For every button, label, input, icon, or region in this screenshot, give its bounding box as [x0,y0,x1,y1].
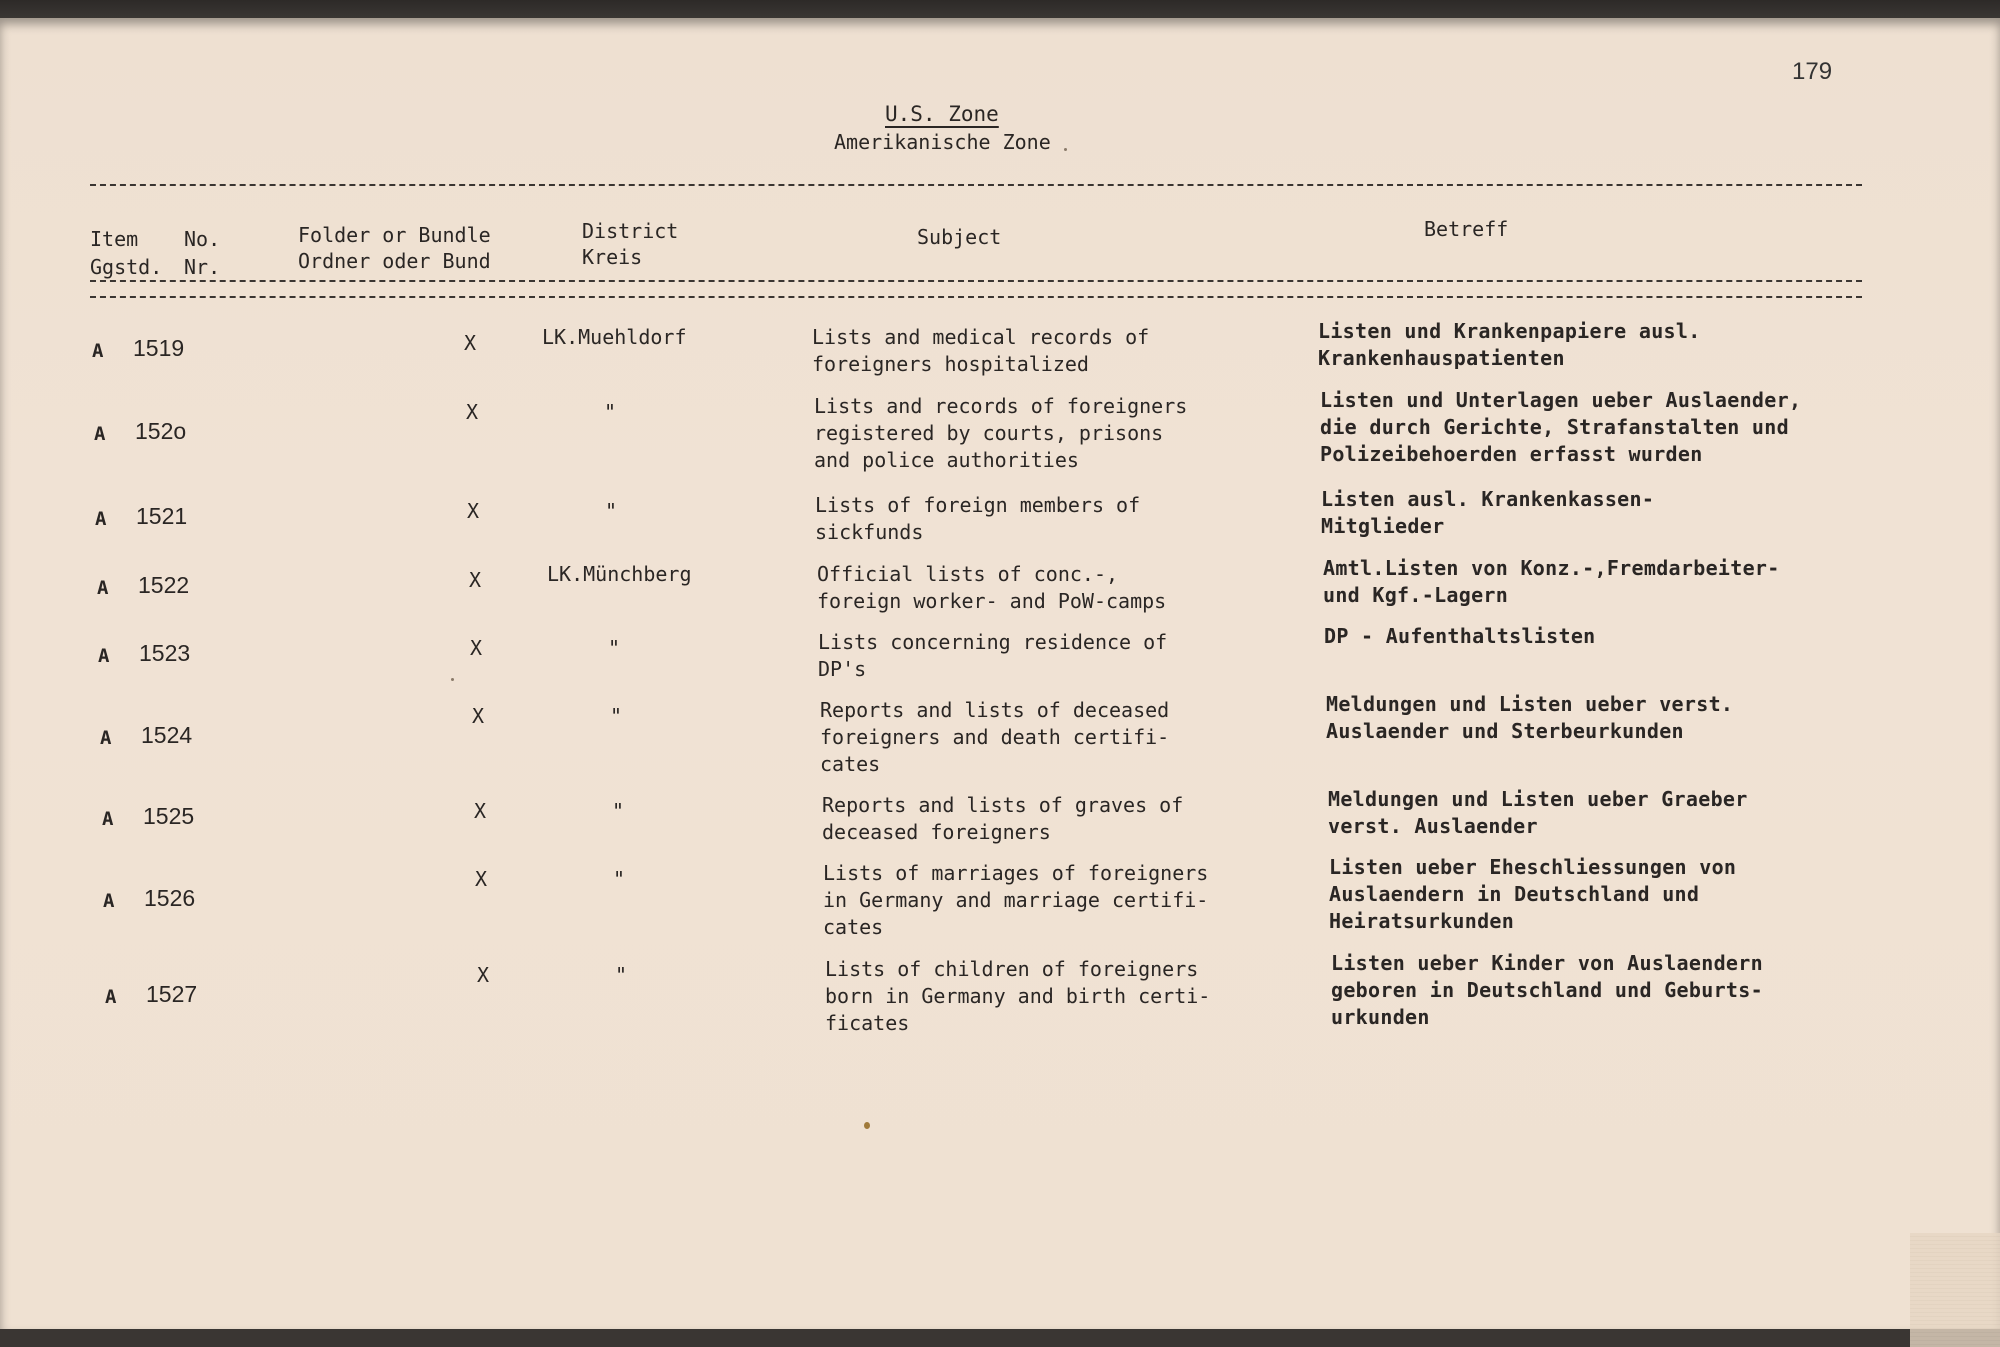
item-number: 1522 [138,572,190,598]
folder-mark: X [469,568,482,592]
betreff-line: verst. Auslaender [1328,814,1538,838]
betreff-line: Mitglieder [1321,514,1445,538]
betreff-line: Polizeibehoerden erfasst wurden [1320,442,1703,466]
betreff-line: DP - Aufenthaltslisten [1324,624,1596,648]
subject-line: and police authorities [814,448,1079,472]
header-folder-de: Ordner oder Bund [298,249,491,273]
subject-line: foreigners hospitalized [812,352,1089,376]
document-page [0,18,2000,1329]
subject-line: Lists of foreign members of [815,493,1141,517]
subject-line: born in Germany and birth certi- [825,984,1211,1008]
header-item-en: Item [90,227,139,251]
item-number: 1523 [139,640,191,666]
subject-line: Reports and lists of deceased [820,698,1170,722]
item-number: 1525 [143,803,195,829]
item-code: A [97,577,109,599]
subject-line: Lists and records of foreigners [814,394,1188,418]
subject-line: Official lists of conc.-, [817,562,1119,586]
item-code: A [103,890,115,912]
header-mid-rule [90,280,1862,282]
betreff-line: Meldungen und Listen ueber Graeber [1328,787,1748,811]
subject-line: DP's [818,657,867,681]
folder-mark: X [477,963,490,987]
header-no-en: No. [184,227,221,251]
header-district-de: Kreis [582,245,643,269]
item-code: A [92,340,104,362]
subject-line: Lists and medical records of [812,325,1150,349]
subject-line: foreign worker- and PoW-camps [817,589,1167,613]
item-code: A [102,808,114,830]
subject-line: Lists of children of foreigners [825,957,1199,981]
item-code: A [98,645,110,667]
folder-mark: X [470,636,483,660]
header-top-rule [90,184,1862,186]
betreff-line: Amtl.Listen von Konz.-,Fremdarbeiter- [1323,556,1780,580]
subject-line: in Germany and marriage certifi- [823,888,1209,912]
item-number: 1521 [136,503,188,529]
betreff-line: Krankenhauspatienten [1318,346,1565,370]
subject-line: foreigners and death certifi- [820,725,1170,749]
item-code: A [95,508,107,530]
district: " [615,963,628,987]
folder-mark: X [466,400,479,424]
district: " [604,400,617,424]
district: " [612,799,625,823]
header-subject: Subject [917,225,1002,249]
header-no-de: Nr. [184,255,221,279]
betreff-line: Listen ueber Eheschliessungen von [1329,855,1737,879]
item-code: A [94,423,106,445]
subject-line: deceased foreigners [822,820,1051,844]
betreff-line: Auslaendern in Deutschland und [1329,882,1700,906]
folder-mark: X [474,799,487,823]
item-code: A [105,986,117,1008]
district: " [608,636,621,660]
subject-line: ficates [825,1011,910,1035]
subject-line: Lists of marriages of foreigners [823,861,1209,885]
header-district-en: District [582,219,679,243]
paper-speck [451,678,454,681]
folder-mark: X [475,867,488,891]
district: " [605,499,618,523]
subject-line: sickfunds [815,520,924,544]
betreff-line: Listen ueber Kinder von Auslaendern [1331,951,1763,975]
betreff-line: die durch Gerichte, Strafanstalten und [1320,415,1789,439]
header-item-de: Ggstd. [90,255,163,279]
item-number: 1524 [141,722,193,748]
header-betreff: Betreff [1424,217,1509,241]
page-number: 179 [1792,58,1833,85]
subject-line: registered by courts, prisons [814,421,1164,445]
page-subtitle: Amerikanische Zone [834,130,1051,154]
item-number: 1527 [146,981,198,1007]
betreff-line: Heiratsurkunden [1329,909,1515,933]
item-code: A [100,727,112,749]
subject-line: Lists concerning residence of [818,630,1168,654]
subject-line: Reports and lists of graves of [822,793,1184,817]
paper-speck [1064,148,1067,151]
folder-mark: X [464,331,477,355]
folder-mark: X [467,499,480,523]
header-bottom-rule [90,296,1862,298]
item-number: 152o [135,418,187,444]
betreff-line: urkunden [1331,1005,1430,1029]
betreff-line: geboren in Deutschland und Geburts- [1331,978,1763,1002]
betreff-line: Listen ausl. Krankenkassen- [1321,487,1655,511]
district: LK.Muehldorf [542,325,687,349]
betreff-line: Meldungen und Listen ueber verst. [1326,692,1734,716]
betreff-line: Listen und Krankenpapiere ausl. [1318,319,1701,343]
item-number: 1526 [144,885,196,911]
page-edge [1910,1233,2000,1347]
betreff-line: Auslaender und Sterbeurkunden [1326,719,1684,743]
subject-line: cates [823,915,884,939]
betreff-line: Listen und Unterlagen ueber Auslaender, [1320,388,1802,412]
folder-mark: X [472,704,485,728]
page-title: U.S. Zone [885,102,999,126]
item-number: 1519 [133,335,185,361]
district: " [613,867,626,891]
subject-line: cates [820,752,881,776]
district: " [610,704,623,728]
betreff-line: und Kgf.-Lagern [1323,583,1509,607]
header-folder-en: Folder or Bundle [298,223,491,247]
district: LK.Münchberg [547,562,692,586]
paper-speck [864,1122,870,1129]
